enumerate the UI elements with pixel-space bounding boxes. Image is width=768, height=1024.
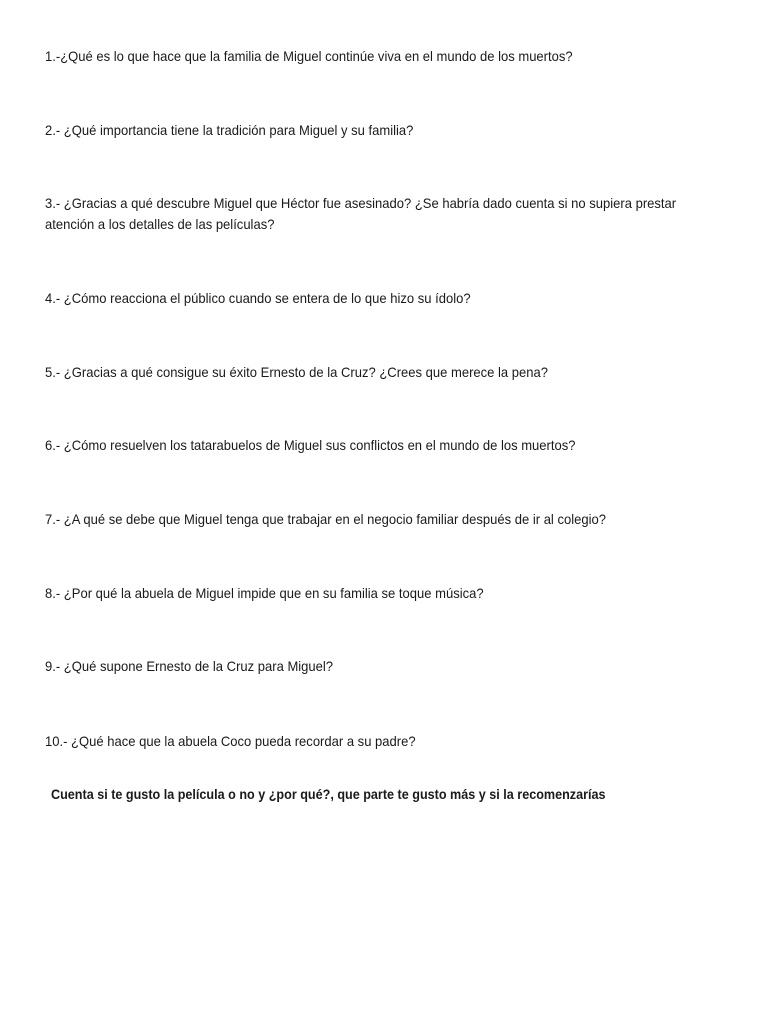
question-8: 8.- ¿Por qué la abuela de Miguel impide que en su familia se toque música? bbox=[45, 585, 484, 601]
question-6: 6.- ¿Cómo resuelven los tatarabuelos de Miguel sus conflictos en el mundo de los muertos? bbox=[45, 437, 576, 453]
question-9: 9.- ¿Qué supone Ernesto de la Cruz para Miguel? bbox=[45, 658, 334, 674]
question-5: 5.- ¿Gracias a qué consigue su éxito Ernesto de la Cruz? ¿Crees que merece la pena? bbox=[45, 364, 548, 380]
closing-prompt: Cuenta si te gusto la película o no y ¿por qué?, que parte te gusto más y si la recomenzarías bbox=[51, 786, 606, 802]
question-3: 3.- ¿Gracias a qué descubre Miguel que Héctor fue asesinado? ¿Se habría dado cuenta si no supiera prestar atención a los detalles de las películas? bbox=[45, 195, 677, 232]
question-10: 10.- ¿Qué hace que la abuela Coco pueda recordar a su padre? bbox=[45, 733, 416, 749]
question-2: 2.- ¿Qué importancia tiene la tradición para Miguel y su familia? bbox=[45, 122, 414, 138]
question-7: 7.- ¿A qué se debe que Miguel tenga que trabajar en el negocio familiar después de ir al colegio? bbox=[45, 511, 606, 527]
question-1: 1.-¿Qué es lo que hace que la familia de Miguel continúe viva en el mundo de los muertos? bbox=[45, 48, 573, 64]
question-4: 4.- ¿Cómo reacciona el público cuando se entera de lo que hizo su ídolo? bbox=[45, 290, 471, 306]
